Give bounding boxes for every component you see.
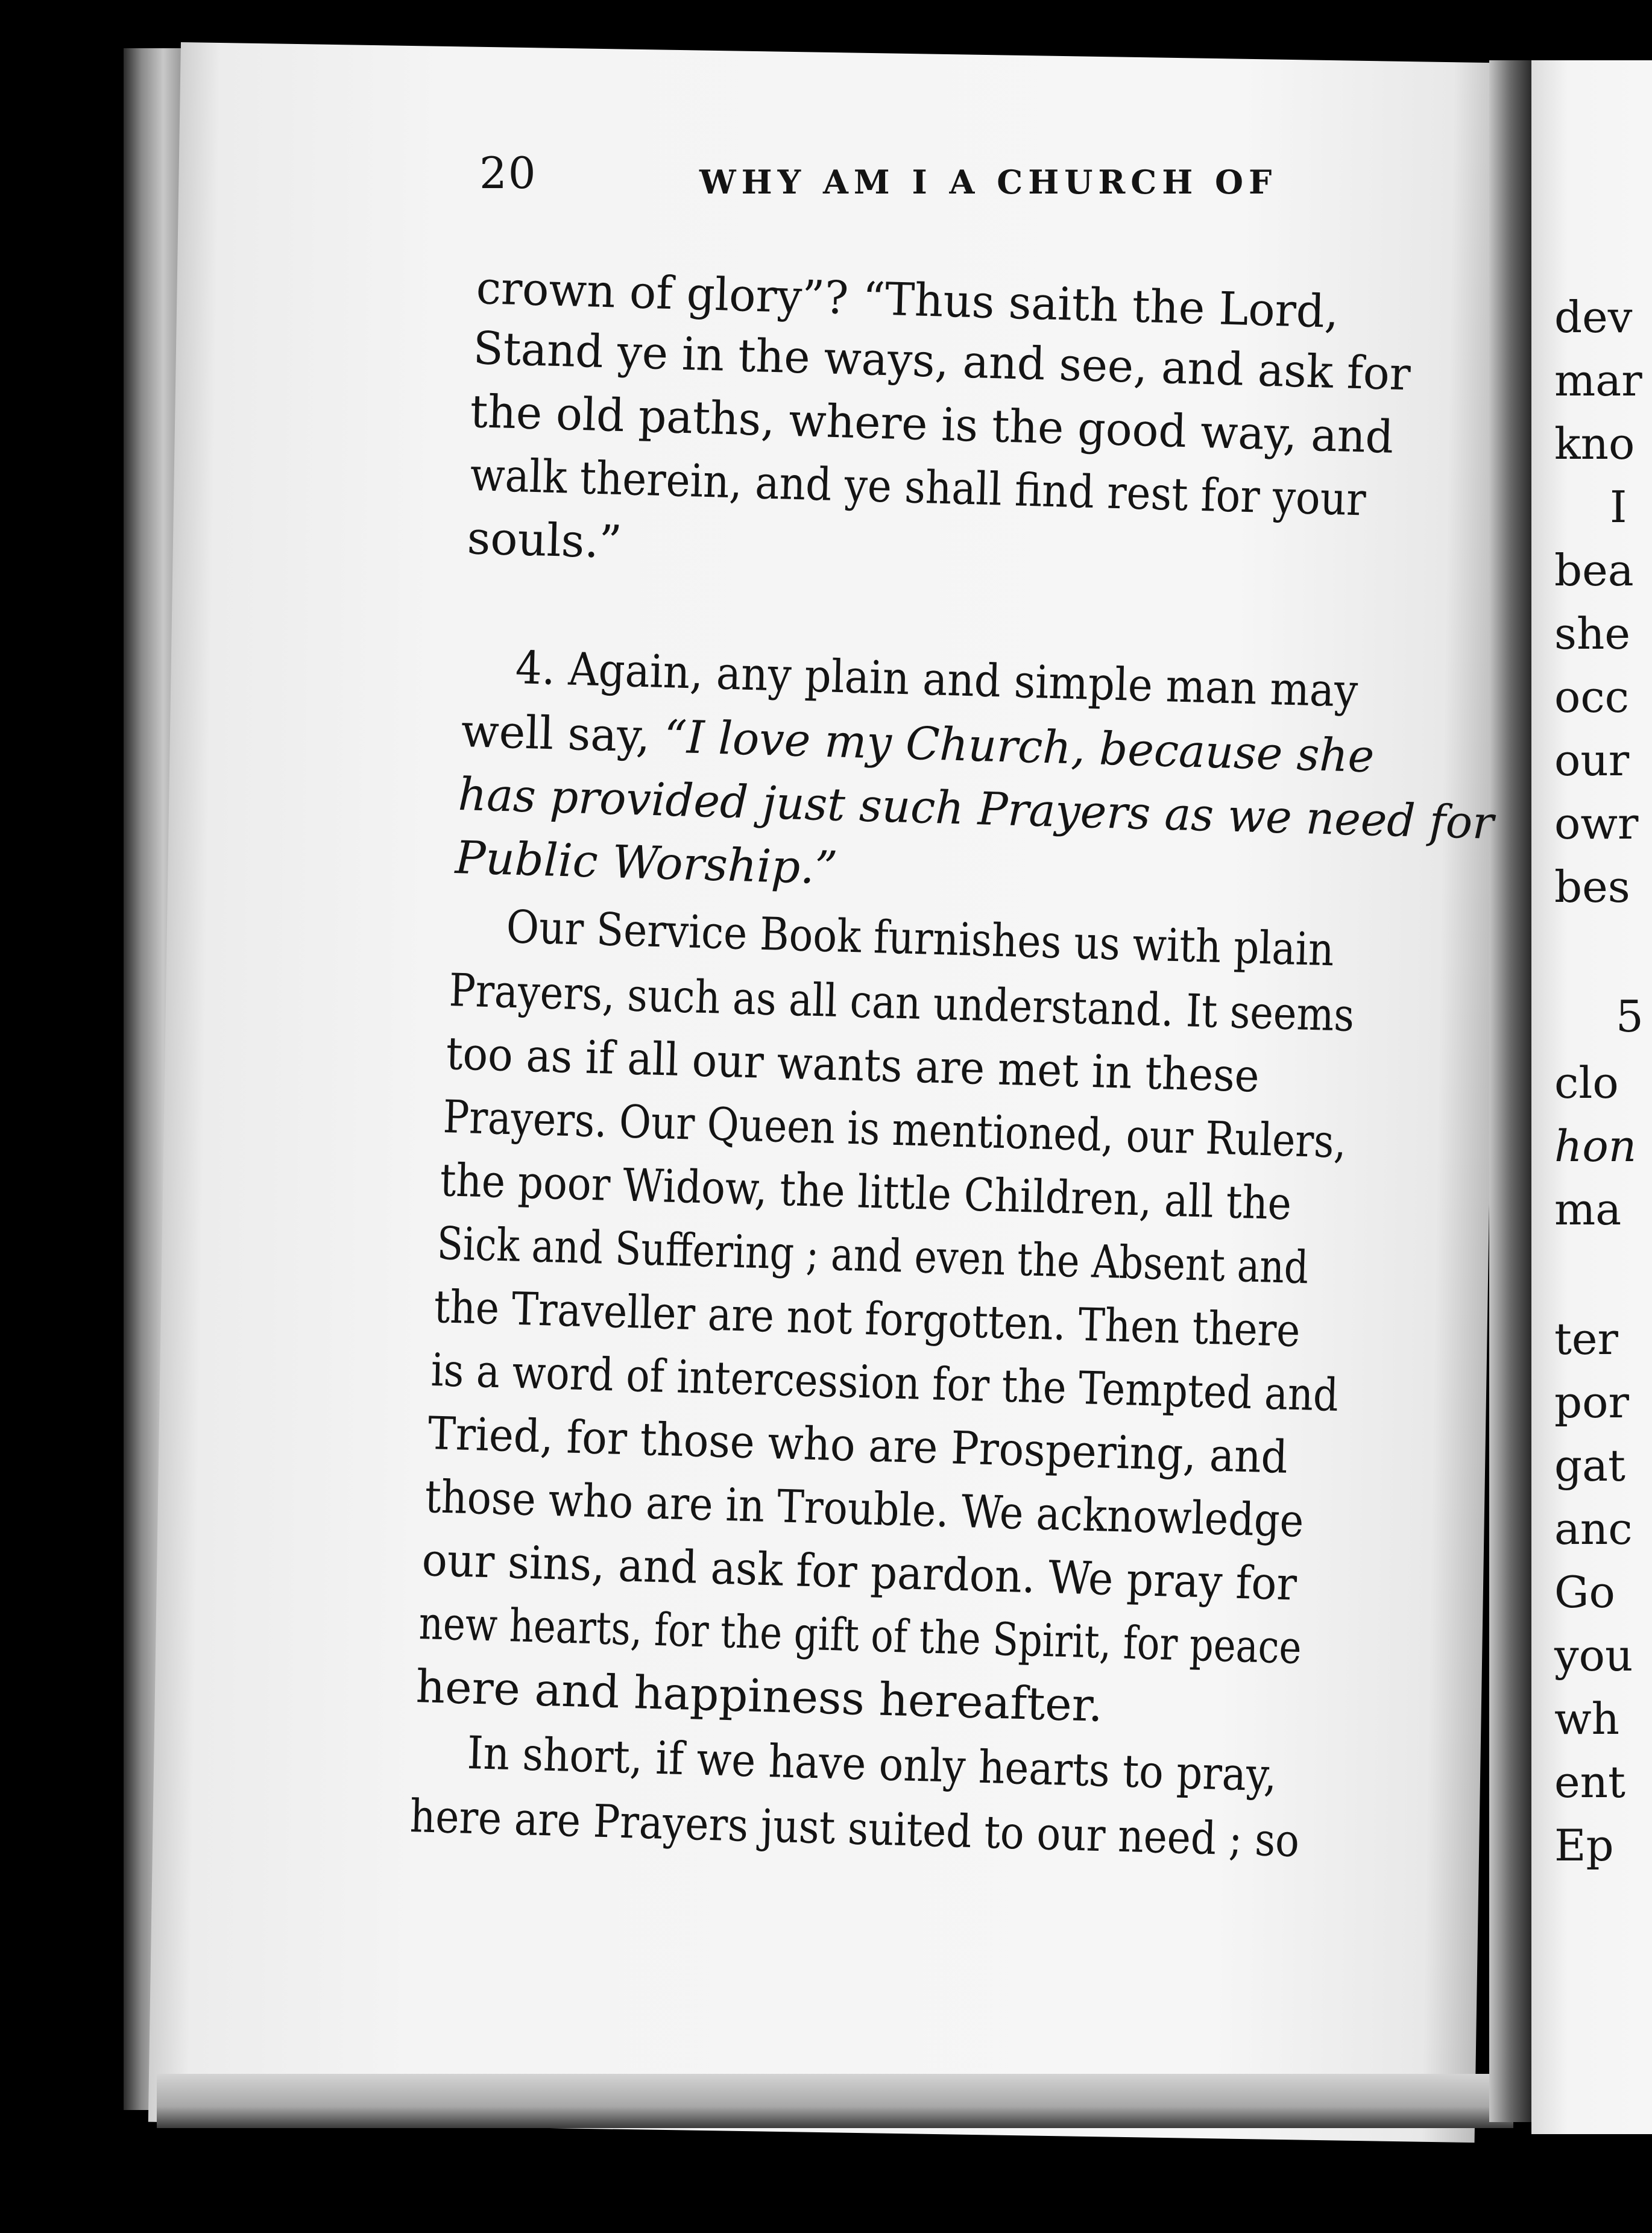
right-page-fragment: occ (1554, 672, 1629, 722)
text-line: here are Prayers just suited to our need ; so (409, 1789, 1300, 1868)
text-line: Prayers, such as all can understand. It seems (448, 963, 1355, 1042)
text-line: In short, if we have only hearts to pray, (466, 1726, 1278, 1802)
running-head: WHY AM I A CHURCH OF (699, 163, 1278, 201)
right-page-fragment: ter (1554, 1314, 1618, 1364)
right-page-fragment: por (1554, 1377, 1629, 1428)
quote-lead: well say, (460, 704, 665, 763)
right-page-fragment: our (1554, 735, 1630, 786)
right-page-fragment: dev (1554, 292, 1633, 342)
text-line: the Traveller are not forgotten. Then there (433, 1280, 1301, 1358)
text-line: our sins, and ask for pardon. We pray for (421, 1533, 1297, 1611)
right-page-fragment: Ep (1554, 1820, 1614, 1871)
text-line: new hearts, for the gift of the Spirit, for peace (418, 1596, 1302, 1674)
right-page-fragment: she (1554, 608, 1630, 659)
quote-italic: “I love my Church, because she (663, 710, 1375, 783)
right-page-fragment: I (1610, 482, 1627, 532)
right-page-fragment: bes (1554, 861, 1630, 912)
text-line: Our Service Book furnishes us with plain (505, 900, 1335, 977)
text-line: is a word of intercession for the Tempted and (430, 1343, 1340, 1422)
text-line: Prayers. Our Queen is mentioned, our Rulers, (442, 1090, 1347, 1168)
right-page-fragment: bea (1554, 545, 1634, 596)
right-page-fragment: clo (1554, 1057, 1619, 1108)
text-line: too as if all our wants are met in these (445, 1027, 1260, 1103)
text-line: Stand ye in the ways, and see, and ask for (472, 321, 1411, 401)
text-line: 4. Again, any plain and simple man may (514, 641, 1359, 718)
text-line: walk therein, and ye shall find rest for your (469, 448, 1367, 526)
page-gutter (1489, 60, 1531, 2122)
right-page-fragment: mar (1554, 355, 1642, 406)
text-line: those who are in Trouble. We acknowledge (424, 1470, 1305, 1548)
right-page-fragment: kno (1554, 418, 1635, 469)
text-line: Tried, for those who are Prospering, and (427, 1406, 1289, 1484)
quote-line (454, 831, 839, 895)
text-line: crown of glory”? “Thus saith the Lord, (475, 261, 1340, 338)
text-line: souls.” (466, 511, 623, 569)
right-page-fragment: anc (1554, 1504, 1633, 1554)
quote-italic: has provided just such Prayers as we need for (457, 767, 1495, 849)
page-bottom-shadow (157, 2074, 1513, 2128)
quote-italic: Public Worship.” (454, 831, 839, 895)
right-page-fragment: ma (1554, 1184, 1622, 1235)
right-page-fragment: hon (1554, 1121, 1637, 1171)
right-page-fragment: owr (1554, 798, 1639, 849)
right-page-fragment: 5 (1616, 991, 1644, 1042)
right-page-fragment: gat (1554, 1440, 1625, 1491)
right-page-fragment: wh (1554, 1693, 1619, 1744)
text-line: here and happiness hereafter. (415, 1660, 1104, 1732)
right-page-fragment: Go (1554, 1567, 1615, 1617)
page-number: 20 (479, 148, 537, 198)
right-page-fragment: you (1554, 1630, 1633, 1681)
text-line: the old paths, where is the good way, and (469, 385, 1395, 464)
right-page-fragment: ent (1554, 1757, 1625, 1807)
text-line: the poor Widow, the little Children, all the (439, 1153, 1293, 1230)
text-line: Sick and Suffering ; and even the Absent and (436, 1217, 1310, 1294)
